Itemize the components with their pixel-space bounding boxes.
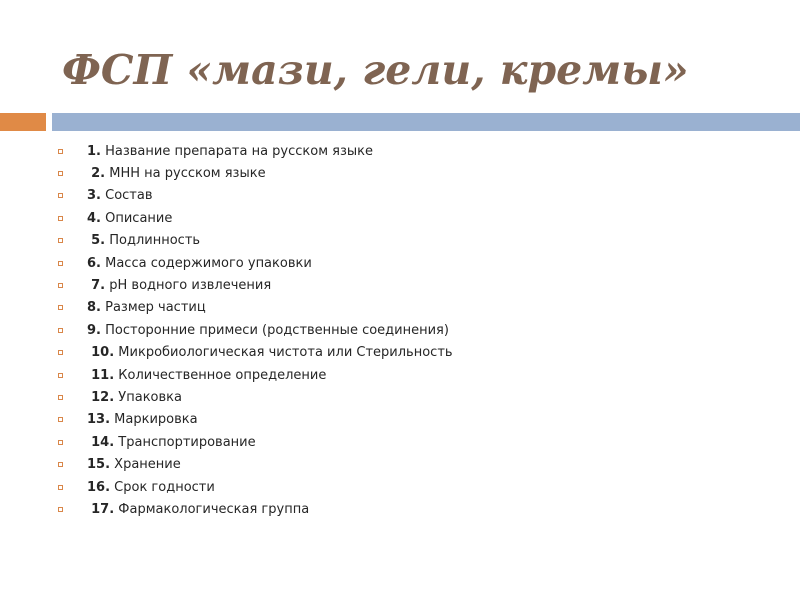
- item-text: Транспортирование: [114, 434, 256, 450]
- item-text: МНН на русском языке: [105, 166, 266, 182]
- list-item: [58, 230, 758, 252]
- item-text: Количественное определение: [114, 367, 327, 383]
- list-item: [58, 140, 758, 162]
- item-text: Состав: [100, 188, 153, 204]
- list-item: [58, 342, 758, 364]
- square-bullet-icon: [58, 238, 63, 243]
- list-item: [58, 386, 758, 408]
- content-list: [58, 140, 758, 521]
- list-item: [58, 162, 758, 184]
- square-bullet-icon: [58, 216, 63, 221]
- list-item: [58, 498, 758, 520]
- square-bullet-icon: [58, 485, 63, 490]
- square-bullet-icon: [58, 395, 63, 400]
- item-text: Посторонние примеси (родственные соединения): [100, 322, 449, 338]
- item-text: Описание: [100, 210, 173, 226]
- item-number: 16.: [87, 479, 111, 495]
- list-item: [58, 431, 758, 453]
- title-underline-bar: [52, 113, 800, 131]
- item-text: Фармакологическая группа: [114, 501, 310, 517]
- item-number: 4.: [87, 210, 101, 226]
- item-number: 7.: [91, 278, 106, 294]
- item-text: Название препарата на русском языке: [100, 143, 374, 159]
- item-number: 6.: [87, 255, 101, 271]
- square-bullet-icon: [58, 305, 63, 310]
- list-item: [58, 185, 758, 207]
- square-bullet-icon: [58, 350, 63, 355]
- item-text: Подлинность: [105, 233, 201, 249]
- item-number: 1.: [87, 143, 101, 159]
- item-text: Хранение: [110, 457, 181, 473]
- list-item: [58, 319, 758, 341]
- list-item: [58, 476, 758, 498]
- item-number: 5.: [91, 233, 106, 249]
- item-number: 10.: [91, 345, 115, 361]
- item-number: 9.: [87, 322, 101, 338]
- list-item: [58, 274, 758, 296]
- square-bullet-icon: [58, 373, 63, 378]
- title-accent-block: [0, 113, 46, 131]
- item-text: Масса содержимого упаковки: [100, 255, 312, 271]
- item-text: Размер частиц: [100, 300, 206, 316]
- item-number: 13.: [87, 412, 111, 428]
- square-bullet-icon: [58, 149, 63, 154]
- square-bullet-icon: [58, 328, 63, 333]
- item-text: Маркировка: [110, 412, 198, 428]
- item-text: рН водного извлечения: [105, 278, 272, 294]
- square-bullet-icon: [58, 417, 63, 422]
- list-item: [58, 207, 758, 229]
- list-item: [58, 409, 758, 431]
- item-number: 8.: [87, 300, 101, 316]
- list-item: [58, 364, 758, 386]
- item-number: 17.: [91, 501, 115, 517]
- list-item: [58, 453, 758, 475]
- list-item: [58, 297, 758, 319]
- square-bullet-icon: [58, 171, 63, 176]
- square-bullet-icon: [58, 462, 63, 467]
- square-bullet-icon: [58, 283, 63, 288]
- square-bullet-icon: [58, 507, 63, 512]
- item-text: Микробиологическая чистота или Стерильность: [114, 345, 453, 361]
- slide-title: ФСП «мази, гели, кремы»: [62, 46, 689, 94]
- square-bullet-icon: [58, 261, 63, 266]
- item-number: 15.: [87, 457, 111, 473]
- item-text: Упаковка: [114, 389, 182, 405]
- list-item: [58, 252, 758, 274]
- square-bullet-icon: [58, 440, 63, 445]
- item-number: 3.: [87, 188, 101, 204]
- item-number: 12.: [91, 389, 115, 405]
- square-bullet-icon: [58, 193, 63, 198]
- item-number: 11.: [91, 367, 115, 383]
- item-text: Срок годности: [110, 479, 215, 495]
- item-number: 2.: [91, 166, 106, 182]
- item-number: 14.: [91, 434, 115, 450]
